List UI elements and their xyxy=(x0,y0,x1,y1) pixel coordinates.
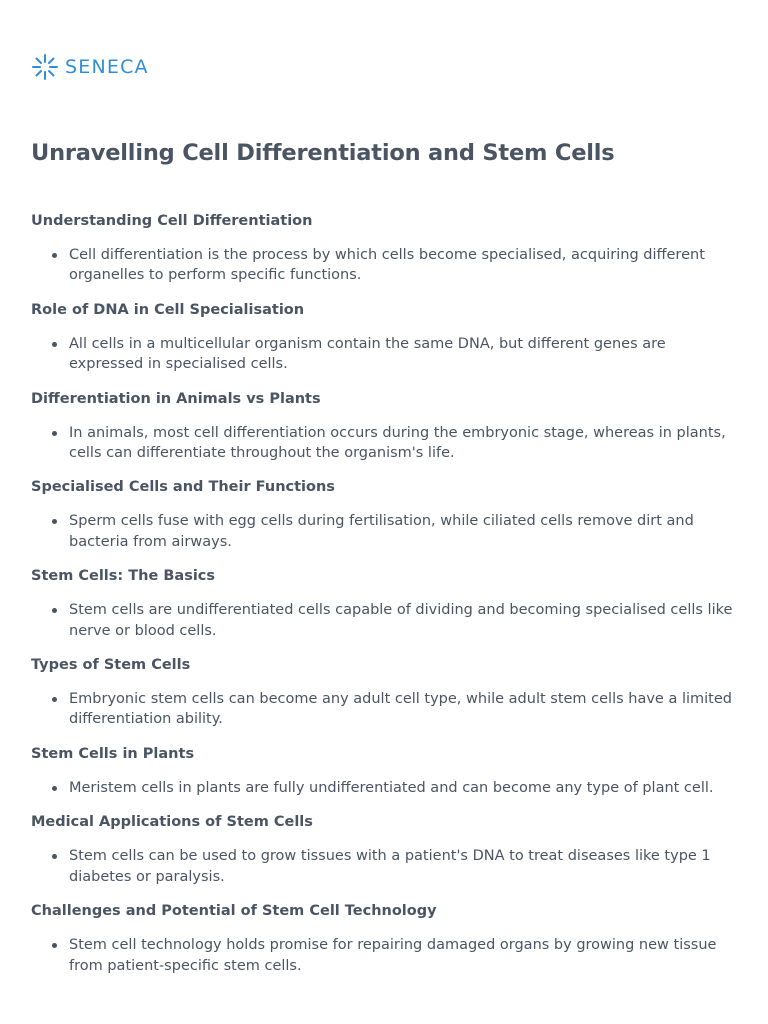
bullet-item xyxy=(31,689,736,730)
bullet-list xyxy=(31,846,736,887)
bullet-list xyxy=(31,423,736,464)
bullet-item xyxy=(31,846,736,887)
page-title: Unravelling Cell Differentiation and Stem Cells xyxy=(31,140,615,166)
brand-name: SENECA xyxy=(65,56,149,78)
bullet-list xyxy=(31,778,736,798)
bullet-dot-icon xyxy=(52,786,57,791)
notes-section xyxy=(31,655,736,730)
section-heading: Understanding Cell Differentiation xyxy=(31,213,313,229)
notes-section xyxy=(31,901,736,976)
bullet-dot-icon xyxy=(52,608,57,613)
bullet-list xyxy=(31,600,736,641)
notes-section xyxy=(31,812,736,887)
bullet-item xyxy=(31,935,736,976)
notes-section xyxy=(31,300,736,375)
bullet-text: Embryonic stem cells can become any adult cell type, while adult stem cells have a limited differentiation ability. xyxy=(69,691,732,728)
bullet-text: Sperm cells fuse with egg cells during fertilisation, while ciliated cells remove dirt and bacteria from airways. xyxy=(69,513,694,550)
bullet-dot-icon xyxy=(52,697,57,702)
notes-section xyxy=(31,477,736,552)
seneca-starburst-icon xyxy=(31,53,59,81)
bullet-text: Stem cell technology holds promise for repairing damaged organs by growing new tissue from patient-specific stem cells. xyxy=(69,937,717,974)
section-heading: Stem Cells: The Basics xyxy=(31,568,216,585)
bullet-item xyxy=(31,423,736,464)
bullet-list xyxy=(31,245,736,286)
bullet-dot-icon xyxy=(52,519,57,524)
bullet-text: In animals, most cell differentiation occurs during the embryonic stage, whereas in plants, cells can differentiate throughout the organism's life. xyxy=(69,424,726,462)
bullet-dot-icon xyxy=(52,431,57,436)
bullet-text: All cells in a multicellular organism contain the same DNA, but different genes are expressed in specialised cells. xyxy=(69,335,666,373)
notes-section xyxy=(31,744,736,798)
section-heading: Differentiation in Animals vs Plants xyxy=(31,390,321,407)
notes-content xyxy=(31,211,736,990)
notes-section xyxy=(31,211,736,286)
bullet-item xyxy=(31,778,736,798)
bullet-dot-icon xyxy=(52,342,57,347)
notes-section xyxy=(31,389,736,464)
notes-section xyxy=(31,566,736,641)
bullet-text: Cell differentiation is the process by which cells become specialised, acquiring different organelles to perform specific functions. xyxy=(69,247,705,284)
bullet-list xyxy=(31,689,736,730)
bullet-item xyxy=(31,245,736,286)
bullet-item xyxy=(31,600,736,641)
section-heading: Types of Stem Cells xyxy=(31,657,191,674)
bullet-dot-icon xyxy=(52,854,57,859)
bullet-list xyxy=(31,334,736,375)
bullet-item xyxy=(31,511,736,552)
bullet-text: Meristem cells in plants are fully undifferentiated and can become any type of plant cell. xyxy=(69,779,714,796)
section-heading: Role of DNA in Cell Specialisation xyxy=(31,301,305,318)
bullet-text: Stem cells are undifferentiated cells capable of dividing and becoming specialised cells like nerve or blood cells. xyxy=(69,602,733,639)
section-heading: Medical Applications of Stem Cells xyxy=(31,814,313,831)
bullet-text: Stem cells can be used to grow tissues with a patient's DNA to treat diseases like type 1 diabetes or paralysis. xyxy=(69,848,711,885)
section-heading: Stem Cells in Plants xyxy=(31,745,195,762)
bullet-item xyxy=(31,334,736,375)
seneca-logo xyxy=(31,53,149,81)
bullet-list xyxy=(31,935,736,976)
bullet-dot-icon xyxy=(52,253,57,258)
bullet-list xyxy=(31,511,736,552)
section-heading: Challenges and Potential of Stem Cell Technology xyxy=(31,903,437,920)
bullet-dot-icon xyxy=(52,943,57,948)
section-heading: Specialised Cells and Their Functions xyxy=(31,479,335,496)
